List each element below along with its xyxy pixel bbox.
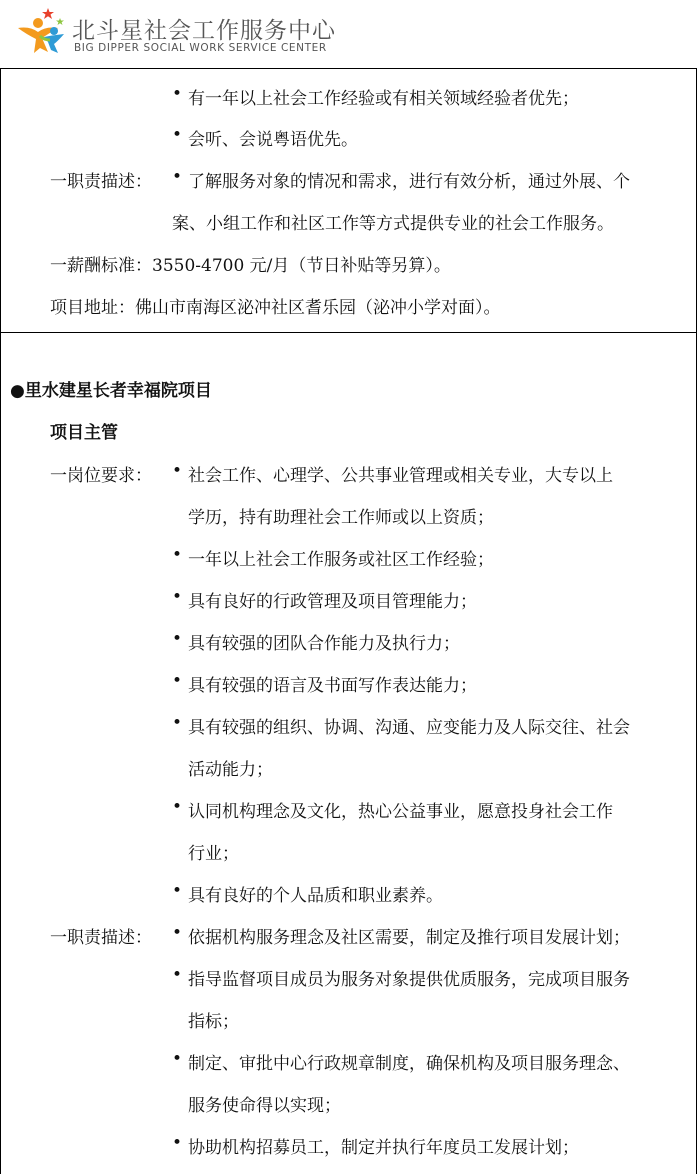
duty-item-continued: 案、小组工作和社区工作等方式提供专业的社会工作服务。 xyxy=(172,214,614,234)
bullet-dot: • xyxy=(172,671,183,691)
requirement-item-continued: 行业； xyxy=(188,844,239,864)
duty-item-continued: 指标； xyxy=(188,1012,239,1032)
requirement-item: 具有较强的语言及书面写作表达能力； xyxy=(188,676,477,696)
requirement-item: 具有良好的个人品质和职业素养。 xyxy=(188,886,443,906)
bullet-dot: • xyxy=(172,1133,183,1153)
bullet-dot: • xyxy=(172,797,183,817)
requirement-item-continued: 活动能力； xyxy=(188,760,273,780)
bullet-dot: • xyxy=(172,881,183,901)
bullet-dot: • xyxy=(172,461,183,481)
page-header xyxy=(0,0,700,68)
requirement-item: 认同机构理念及文化，热心公益事业，愿意投身社会工作 xyxy=(188,802,613,822)
bullet-dot: • xyxy=(172,587,183,607)
bullet-dot: • xyxy=(172,713,183,733)
salary-line: 一薪酬标准：3550-4700 元/月（节日补贴等另算）。 xyxy=(50,256,451,276)
role-title: 项目主管 xyxy=(50,423,118,443)
duty-item: 制定、审批中心行政规章制度，确保机构及项目服务理念、 xyxy=(188,1054,630,1074)
bullet-dot: • xyxy=(172,629,183,649)
duty-item: 依据机构服务理念及社区需要，制定及推行项目发展计划； xyxy=(188,928,630,948)
requirement-item: 社会工作、心理学、公共事业管理或相关专业，大专以上 xyxy=(188,466,613,486)
brand-name-cn: 北斗星社会工作服务中心 xyxy=(72,18,336,44)
duty-label: 一职责描述： xyxy=(50,928,152,948)
duty-item: 了解服务对象的情况和需求，进行有效分析，通过外展、个 xyxy=(188,172,630,192)
bullet-dot: • xyxy=(172,84,183,104)
requirement-item: 有一年以上社会工作经验或有相关领域经验者优先； xyxy=(188,89,579,109)
bullet-dot: • xyxy=(172,545,183,565)
brand-name-en: BIG DIPPER SOCIAL WORK SERVICE CENTER xyxy=(74,42,327,54)
requirement-label: 一岗位要求： xyxy=(50,466,152,486)
duty-item: 协助机构招募员工，制定并执行年度员工发展计划； xyxy=(188,1138,579,1158)
big-dipper-logo-icon xyxy=(14,6,70,56)
bullet-dot: • xyxy=(172,965,183,985)
requirement-item: 一年以上社会工作服务或社区工作经验； xyxy=(188,550,494,570)
duty-item: 指导监督项目成员为服务对象提供优质服务，完成项目服务 xyxy=(188,970,630,990)
project-title: ●里水建星长者幸福院项目 xyxy=(10,381,212,401)
requirement-item: 具有较强的团队合作能力及执行力； xyxy=(188,634,460,654)
bullet-dot: • xyxy=(172,125,183,145)
bullet-dot: • xyxy=(172,923,183,943)
bullet-dot: • xyxy=(172,167,183,187)
address-line: 项目地址：佛山市南海区泌冲社区耆乐园（泌冲小学对面）。 xyxy=(50,298,501,318)
requirement-item: 具有良好的行政管理及项目管理能力； xyxy=(188,592,477,612)
duty-label: 一职责描述： xyxy=(50,172,152,192)
section-2-box xyxy=(0,332,697,1174)
requirement-item: 会听、会说粤语优先。 xyxy=(188,130,358,150)
requirement-item: 具有较强的组织、协调、沟通、应变能力及人际交往、社会 xyxy=(188,718,630,738)
bullet-dot: • xyxy=(172,1049,183,1069)
requirement-item-continued: 学历，持有助理社会工作师或以上资质； xyxy=(188,508,494,528)
duty-item-continued: 服务使命得以实现； xyxy=(188,1096,341,1116)
